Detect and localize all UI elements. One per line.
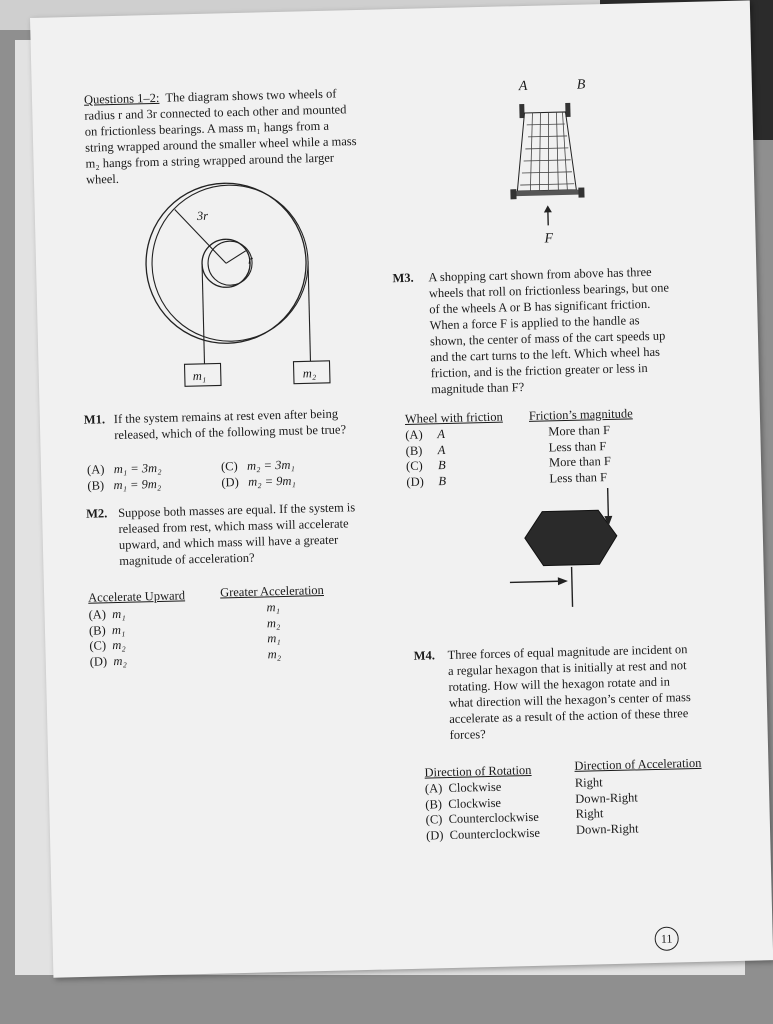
- m4-question-line: forces?: [449, 727, 486, 742]
- m3-number: M3.: [392, 270, 414, 286]
- m1-choice-a[interactable]: (A) m₁ = 3m₂: [86, 460, 162, 477]
- m1-choice-c[interactable]: (C) m₂ = 3m₁: [220, 457, 295, 474]
- m3-choice-letter[interactable]: (A): [405, 427, 423, 442]
- intro-line: m₂ hangs from a string wrapped around the larger: [85, 150, 335, 171]
- m3-question-line: A shopping cart shown from above has three: [428, 264, 652, 285]
- m3-choice-letter[interactable]: (C): [405, 458, 423, 474]
- m4-number: M4.: [413, 648, 436, 663]
- m3-wheel-value: A: [437, 442, 446, 457]
- m2-question-line: upward, and which mass will have a greater: [118, 532, 339, 552]
- m3-question-line: of the wheels A or B has significant friction.: [429, 296, 651, 317]
- intro-title: Questions 1–2: The diagram shows two wheels of: [83, 86, 337, 107]
- m4-left-col: [425, 779, 540, 844]
- m1-choice-b[interactable]: (B) m₁ = 9m₂: [87, 476, 162, 493]
- m3-choice-letter[interactable]: (D): [406, 474, 424, 489]
- m1-question-line: If the system remains at rest even after being: [113, 406, 339, 427]
- label-r: r: [247, 252, 254, 267]
- label-3r: 3r: [196, 208, 209, 223]
- m2-question-line: Suppose both masses are equal. If the system is: [117, 500, 356, 520]
- intro-line: string wrapped around the smaller wheel while a mass: [85, 134, 357, 155]
- m2-right-col: [266, 600, 281, 663]
- intro-line: on frictionless bearings. A mass m₁ hangs from a: [84, 118, 330, 139]
- m2-greater-value: m₁: [266, 600, 281, 615]
- m2-question-line: released from rest, which mass will accelerate: [118, 516, 349, 536]
- shopping-cart-diagram: [512, 99, 595, 231]
- m1-choice-d[interactable]: (D) m₂ = 9m₁: [221, 473, 296, 490]
- m2-greater-value: m₁: [267, 631, 281, 646]
- m3-question-line: When a force F is applied to the handle as: [429, 313, 640, 333]
- mass-m1-label: m₁: [192, 368, 207, 384]
- m4-accel-value: Down-Right: [575, 821, 639, 837]
- intro-line: wheel.: [85, 171, 120, 187]
- m4-col1-header: Direction of Rotation: [424, 762, 532, 780]
- m3-question-line: wheels that roll on frictionless bearings, but one: [428, 280, 670, 301]
- m3-question-line: and the cart turns to the left. Which wheel has: [430, 344, 661, 365]
- m2-col2-header: Greater Acceleration: [219, 582, 324, 600]
- cart-label-a: A: [518, 78, 528, 95]
- intro-line: radius r and 3r connected to each other and mounted: [84, 102, 347, 123]
- m2-question-line: magnitude of acceleration?: [119, 550, 255, 568]
- mass-m2-label: m₂: [302, 366, 317, 381]
- m3-question-line: friction, and is the friction greater or less in: [430, 361, 648, 381]
- m2-choice-a[interactable]: (A) m₁: [88, 606, 126, 622]
- m3-choice-letter[interactable]: (B): [405, 443, 423, 458]
- m3-wheel-value: B: [438, 473, 447, 488]
- m4-choice-b[interactable]: (B) Clockwise: [425, 795, 502, 812]
- m4-choice-c[interactable]: (C) Counterclockwise: [425, 809, 540, 827]
- m4-choice-a[interactable]: (A) Clockwise: [424, 779, 502, 796]
- cart-label-f: F: [544, 231, 554, 247]
- m3-wheel-value: A: [437, 426, 446, 442]
- m3-question-line: magnitude than F?: [431, 380, 525, 397]
- m3-magnitude-value: More than F: [548, 422, 611, 439]
- m2-left-col: [88, 607, 126, 670]
- m4-question-line: a regular hexagon that is initially at rest and not: [447, 658, 687, 678]
- m2-number: M2.: [85, 506, 108, 521]
- worksheet-page: [30, 0, 773, 977]
- m3-magnitude-value: Less than F: [549, 469, 608, 486]
- cart-label-b: B: [576, 77, 586, 93]
- m2-choice-c[interactable]: (C) m₂: [89, 638, 126, 653]
- page-number: 11: [654, 926, 679, 951]
- m1-question-line: released, which of the following must be true?: [114, 422, 347, 443]
- m2-choice-d[interactable]: (D) m₂: [89, 653, 127, 669]
- m1-number: M1.: [83, 412, 106, 427]
- m4-question-line: what direction will the hexagon’s center of mass: [448, 690, 691, 710]
- m2-col1-header: Accelerate Upward: [88, 588, 186, 605]
- wheel-diagram: [145, 200, 350, 405]
- m3-magnitude-value: More than F: [548, 454, 611, 470]
- m3-col2-header: Friction’s magnitude: [528, 406, 633, 423]
- m4-question-line: accelerate as a result of the action of these three: [449, 706, 689, 726]
- m3-question-line: shown, the center of mass of the cart speeds up: [429, 328, 666, 349]
- m2-greater-value: m₂: [266, 615, 281, 630]
- hexagon-diagram: [512, 483, 635, 606]
- m4-col2-header: Direction of Acceleration: [574, 755, 702, 773]
- m3-letters: [405, 428, 424, 491]
- m4-accel-value: Down-Right: [575, 789, 638, 806]
- m3-col1-header: Wheel with friction: [404, 409, 503, 426]
- m3-wheels: [437, 427, 446, 490]
- m4-question-line: Three forces of equal magnitude are incident on: [447, 642, 688, 662]
- m4-choice-d[interactable]: (D) Counterclockwise: [425, 825, 541, 843]
- m2-greater-value: m₂: [267, 646, 282, 662]
- m4-question-line: rotating. How will the hexagon rotate and in: [448, 674, 671, 694]
- m3-wheel-value: B: [437, 458, 446, 473]
- m4-right-col: [575, 774, 639, 838]
- m4-accel-value: Right: [575, 806, 604, 822]
- m1-choices-left: [87, 461, 162, 494]
- m2-choice-b[interactable]: (B) m₁: [88, 622, 126, 638]
- m3-magnitude-value: Less than F: [548, 438, 607, 455]
- m1-choices-right: [221, 458, 296, 491]
- m3-magnitudes: [548, 423, 611, 487]
- m4-accel-value: Right: [574, 775, 603, 790]
